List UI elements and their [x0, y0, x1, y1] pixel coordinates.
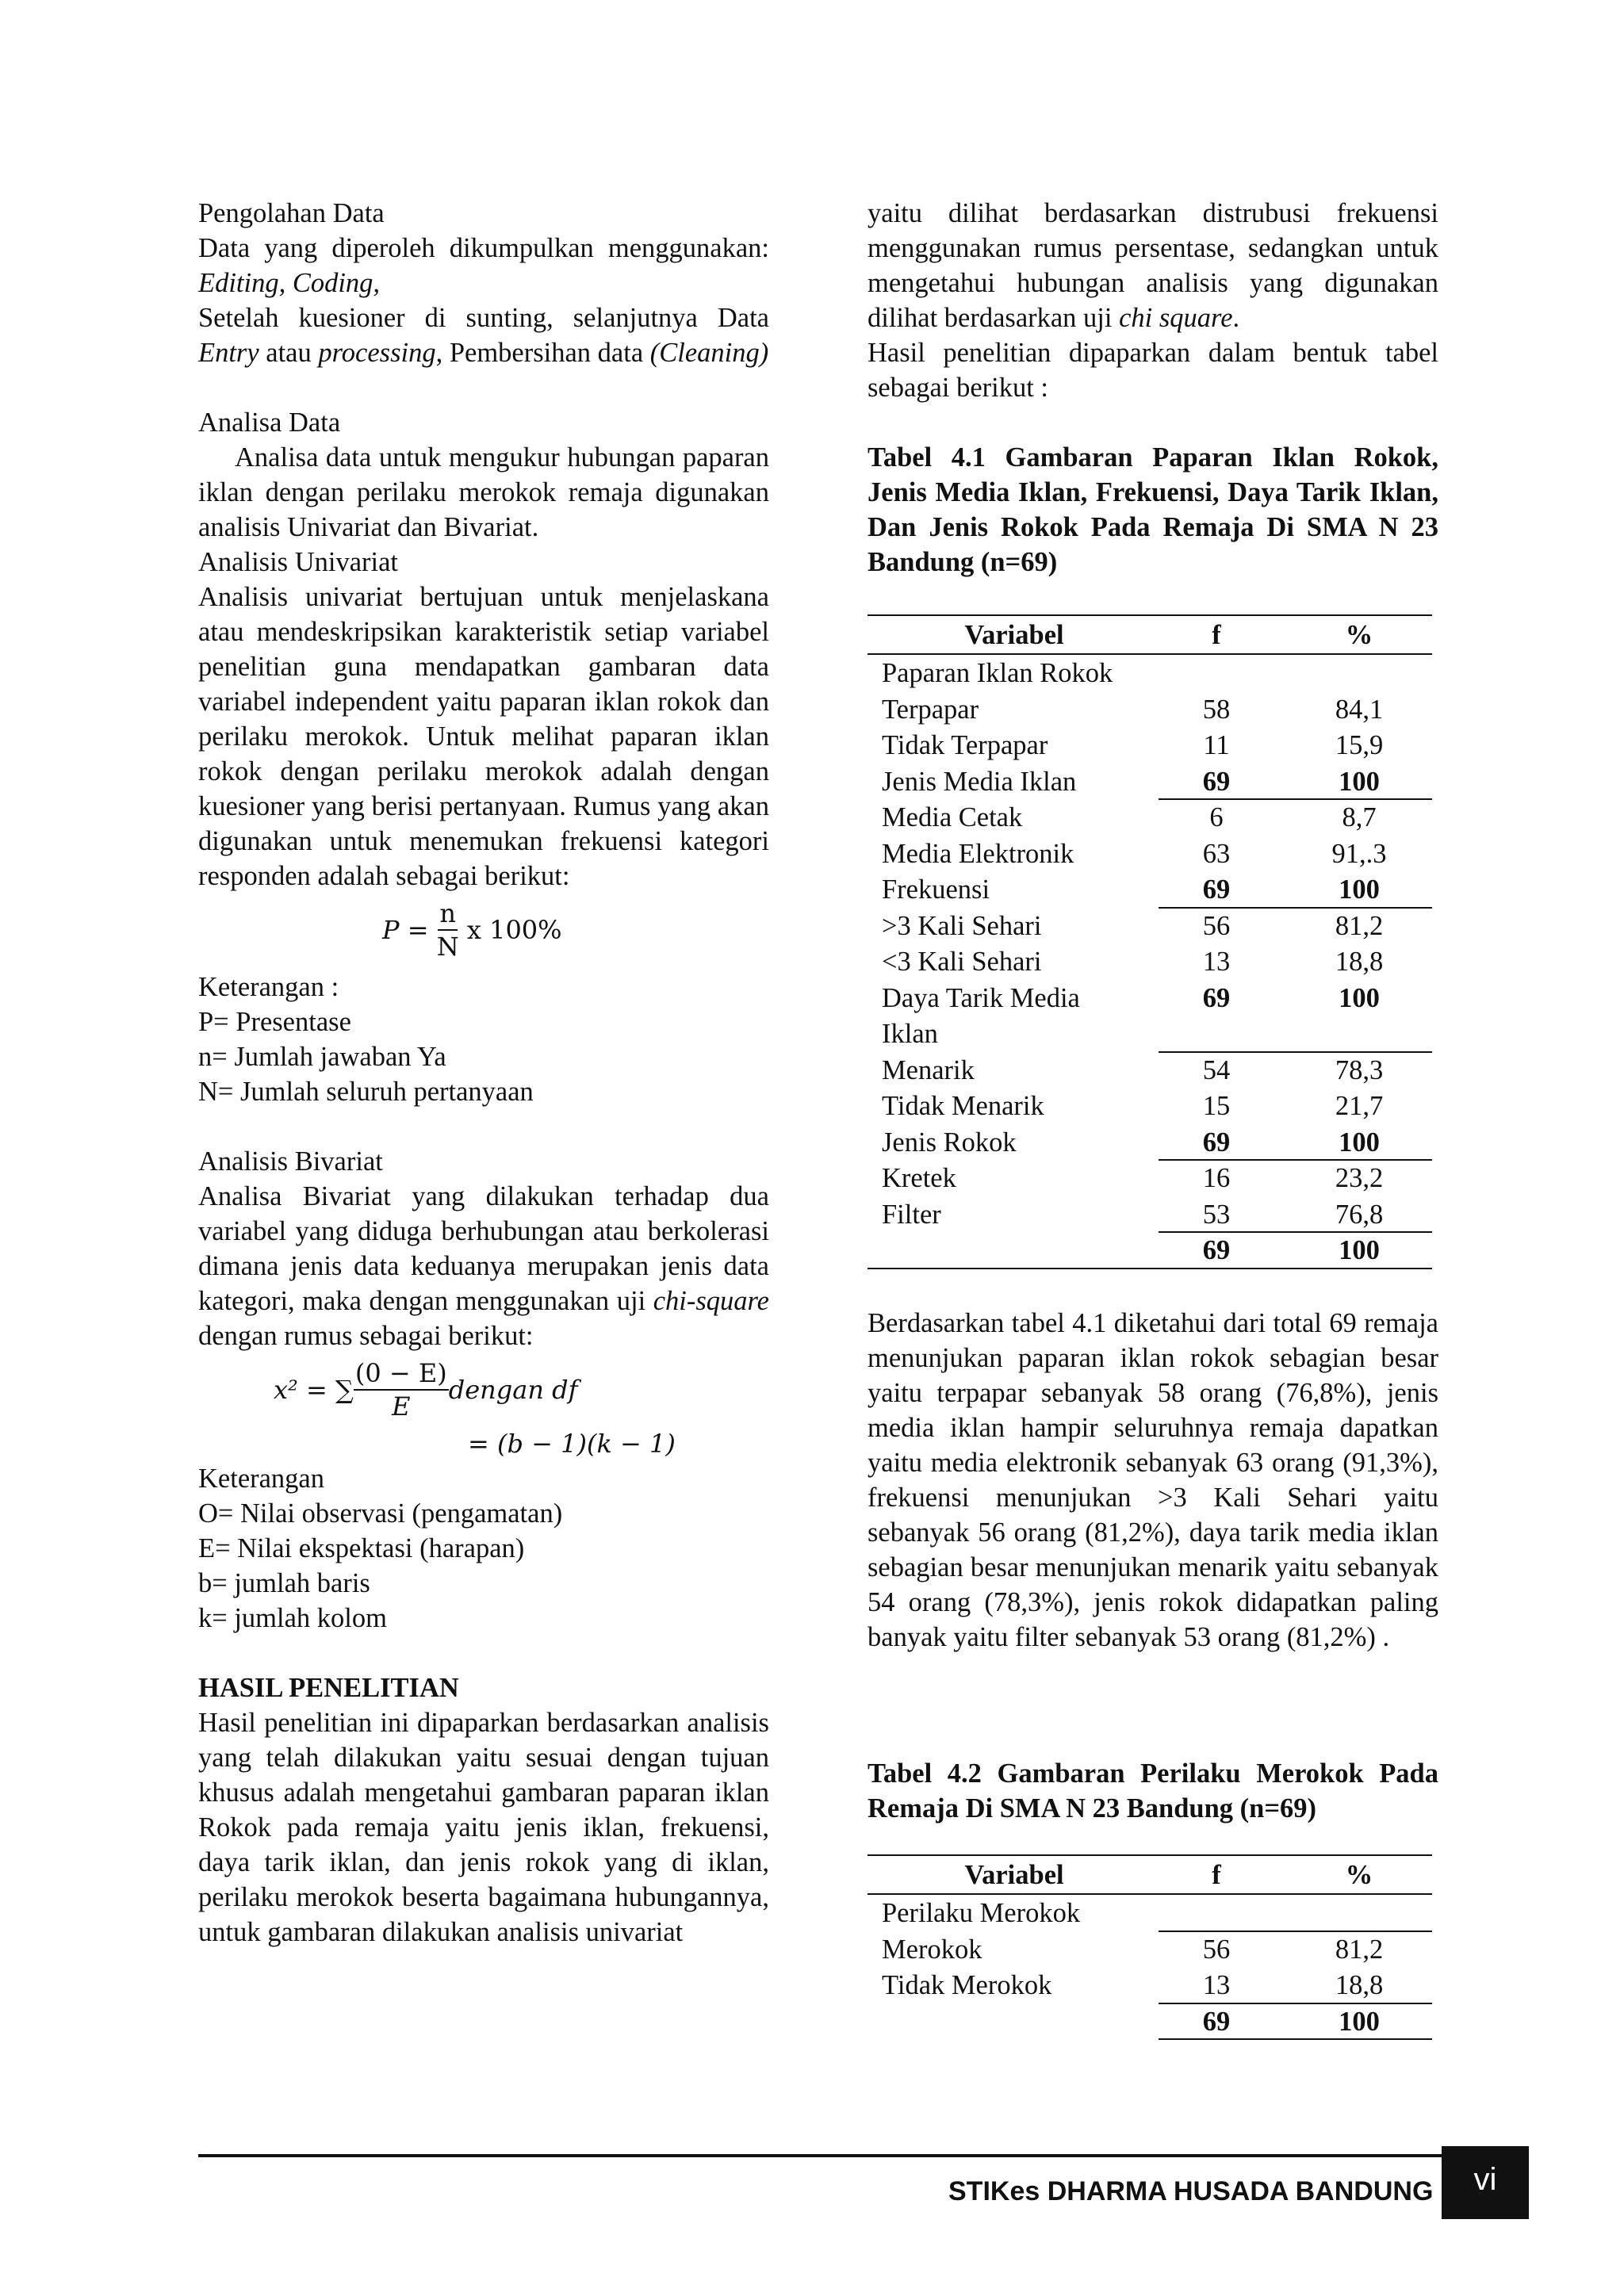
table-row	[868, 944, 1432, 980]
cell-variabel: Paparan Iklan Rokok	[882, 658, 1113, 688]
table-row	[868, 764, 1432, 800]
table2-header-f: f	[1212, 1860, 1221, 1890]
keterangan-2-title: Keterangan	[198, 1464, 324, 1494]
section-title-univariat: Analisis Univariat	[198, 547, 398, 577]
cell-f: 15	[1202, 1091, 1231, 1121]
formula2-rhs: dengan df	[448, 1375, 578, 1405]
formula-percentage	[198, 894, 769, 970]
cell-f: 69	[1202, 982, 1231, 1013]
cell-percent: 100	[1339, 766, 1380, 797]
cell-f: 69	[1202, 2006, 1231, 2037]
table1-header-percent: %	[1345, 620, 1373, 650]
cell-variabel: Terpapar	[882, 694, 979, 725]
cell-f: 69	[1202, 874, 1231, 905]
table-row	[868, 656, 1432, 691]
footer-institution: STIKes DHARMA HUSADA BANDUNG	[948, 2176, 1434, 2206]
hasil-paragraph: Hasil penelitian ini dipaparkan berdasarkan analisis yang telah dilakukan yaitu sesuai dengan tujuan khusus adalah mengetahui gambaran paparan iklan Rokok pada remaja yaitu jenis iklan, frekuensi, daya tarik iklan, dan jenis rokok yang di iklan, perilaku merokok beserta bagaimana hubungannya, untuk gambaran dilakukan analisis univariat	[198, 1708, 769, 1947]
cell-f: 6	[1209, 802, 1224, 832]
page-number: vi	[1442, 2146, 1529, 2219]
table-row	[868, 1197, 1432, 1233]
cell-percent: 78,3	[1335, 1054, 1384, 1085]
footer-rule	[198, 2154, 1442, 2157]
formula1-rhs: x 100%	[466, 915, 562, 945]
cell-percent: 100	[1339, 1235, 1380, 1265]
table-row	[868, 1089, 1432, 1124]
cell-percent: 18,8	[1335, 947, 1384, 977]
cell-percent: 100	[1339, 2006, 1380, 2037]
table-row	[868, 800, 1432, 836]
cell-f: 11	[1203, 730, 1230, 760]
cell-variabel: Tidak Merokok	[882, 1970, 1052, 2000]
cell-f: 13	[1202, 1970, 1231, 2000]
cell-percent: 18,8	[1335, 1970, 1384, 2000]
cell-f: 56	[1202, 910, 1231, 941]
table2-caption: Tabel 4.2 Gambaran Perilaku Merokok Pada Remaja Di SMA N 23 Bandung (n=69)	[868, 1758, 1438, 1823]
table2-header-percent: %	[1345, 1860, 1373, 1890]
cell-variabel: Filter	[882, 1199, 941, 1230]
keterangan-1-n: n= Jumlah jawaban Ya	[198, 1042, 446, 1072]
cell-variabel: Media Cetak	[882, 802, 1023, 832]
formula2-fraction: $\frac{(0 - E)}{E}$	[354, 1358, 447, 1422]
table-row	[868, 909, 1432, 944]
formula-chi-square	[198, 1353, 769, 1461]
table-row	[868, 1125, 1432, 1161]
formula1-lhs: P =	[382, 915, 429, 945]
pengolahan-paragraph-1: Data yang diperoleh dikumpulkan menggunakan: Editing, Coding,	[198, 233, 769, 298]
right-column	[868, 196, 1438, 2037]
cell-variabel: Perilaku Merokok	[882, 1898, 1081, 1928]
table-4-1	[868, 614, 1432, 1265]
formula1-fraction: $\frac{n}{N}$	[436, 898, 459, 962]
table1-header-row	[868, 618, 1432, 653]
analisa-paragraph: Analisa data untuk mengukur hubungan paparan iklan dengan perilaku merokok remaja digunakan analisis Univariat dan Bivariat.	[198, 442, 769, 542]
cell-percent: 8,7	[1342, 802, 1377, 832]
cell-f: 69	[1202, 1235, 1231, 1265]
table-row	[868, 981, 1432, 1016]
keterangan-2-e: E= Nilai ekspektasi (harapan)	[198, 1533, 525, 1563]
cell-f: 16	[1202, 1163, 1231, 1193]
table-row	[868, 1896, 1432, 1931]
keterangan-1-N: N= Jumlah seluruh pertanyaan	[198, 1077, 534, 1107]
keterangan-2-b: b= jumlah baris	[198, 1568, 370, 1598]
cell-variabel: Daya Tarik Media	[882, 982, 1080, 1013]
cell-f: 69	[1202, 1127, 1231, 1158]
cell-percent: 23,2	[1335, 1163, 1384, 1193]
table-row	[868, 1968, 1432, 2003]
section-title-analisa: Analisa Data	[198, 408, 341, 438]
summary-paragraph: Berdasarkan tabel 4.1 diketahui dari total 69 remaja menunjukan paparan iklan rokok sebagian besar yaitu terpapar sebanyak 58 orang (76,8%), jenis media iklan hampir seluruhnya remaja dapatkan yaitu media elektronik sebanyak 63 orang (91,3%), frekuensi menunjukan >3 Kali Sehari yaitu sebanyak 56 orang (81,2%), daya tarik media iklan sebagian besar menunjukan menarik yaitu sebanyak 54 orang (78,3%), jenis rokok didapatkan paling banyak yaitu filter sebanyak 53 orang (81,2%) .	[868, 1308, 1438, 1652]
cell-variabel: Jenis Rokok	[882, 1127, 1017, 1158]
cell-percent: 15,9	[1335, 730, 1384, 760]
table-row	[868, 872, 1432, 908]
cell-variabel: <3 Kali Sehari	[882, 947, 1042, 977]
cell-variabel: Menarik	[882, 1054, 975, 1085]
table-4-2	[868, 1854, 1432, 2045]
table2-header-row	[868, 1858, 1432, 1893]
cell-f: 69	[1202, 766, 1231, 797]
table-row	[868, 1932, 1432, 1968]
keterangan-1-title: Keterangan :	[198, 972, 339, 1002]
cell-percent: 21,7	[1335, 1091, 1384, 1121]
univariat-paragraph: Analisis univariat bertujuan untuk menjelaskana atau mendeskripsikan karakteristik setiap variabel penelitian guna mendapatkan gambaran data variabel independent yaitu paparan iklan rokok dan perilaku merokok. Untuk melihat paparan iklan rokok dengan perilaku merokok adalah dengan kuesioner yang berisi pertanyaan. Rumus yang akan digunakan untuk menemukan frekuensi kategori responden adalah sebagai berikut:	[198, 582, 769, 891]
keterangan-2-k: k= jumlah kolom	[198, 1603, 387, 1633]
pengolahan-paragraph-2: Setelah kuesioner di sunting, selanjutnya Data Entry atau processing, Pembersihan data (Cleaning)	[198, 303, 769, 368]
table-row	[868, 1233, 1432, 1269]
section-title-pengolahan: Pengolahan Data	[198, 198, 385, 228]
table-row	[868, 1016, 1432, 1052]
left-column	[198, 196, 769, 1950]
section-title-hasil: HASIL PENELITIAN	[198, 1673, 459, 1703]
section-title-bivariat: Analisis Bivariat	[198, 1146, 383, 1177]
cell-variabel: Iklan	[882, 1019, 938, 1049]
cell-percent: 100	[1339, 1127, 1380, 1158]
table1-header-f: f	[1212, 620, 1221, 650]
cell-f: 54	[1202, 1054, 1231, 1085]
table-row	[868, 728, 1432, 763]
cell-variabel: Kretek	[882, 1163, 956, 1193]
cell-variabel: Tidak Menarik	[882, 1091, 1044, 1121]
cell-percent: 100	[1339, 874, 1380, 905]
cell-variabel: Merokok	[882, 1934, 982, 1965]
table-row	[868, 2004, 1432, 2040]
table2-header-variabel: Variabel	[964, 1860, 1064, 1890]
cell-percent: 76,8	[1335, 1199, 1384, 1230]
cell-variabel: >3 Kali Sehari	[882, 910, 1042, 941]
keterangan-1-p: P= Presentase	[198, 1007, 351, 1037]
cell-f: 56	[1202, 1934, 1231, 1965]
cell-percent: 81,2	[1335, 1934, 1384, 1965]
table1-caption: Tabel 4.1 Gambaran Paparan Iklan Rokok, Jenis Media Iklan, Frekuensi, Daya Tarik Iklan, Dan Jenis Rokok Pada Remaja Di SMA N 23 Bandung (n=69)	[868, 442, 1438, 577]
bivariat-paragraph: Analisa Bivariat yang dilakukan terhadap dua variabel yang diduga berhubungan atau berkolerasi dimana jenis data keduanya merupakan jenis data kategori, maka dengan menggunakan uji chi-square dengan rumus sebagai berikut:	[198, 1181, 769, 1351]
cell-f: 63	[1202, 838, 1231, 869]
table-row	[868, 836, 1432, 872]
results-intro-paragraph: Hasil penelitian dipaparkan dalam bentuk tabel sebagai berikut :	[868, 338, 1438, 403]
cell-f: 13	[1202, 947, 1231, 977]
table-row	[868, 692, 1432, 728]
cell-variabel: Tidak Terpapar	[882, 730, 1048, 760]
cell-variabel: Media Elektronik	[882, 838, 1074, 869]
cell-percent: 91,.3	[1331, 838, 1387, 869]
cell-percent: 100	[1339, 982, 1380, 1013]
table-row	[868, 1161, 1432, 1196]
formula2-lhs: x² = ∑	[274, 1375, 354, 1405]
cell-f: 53	[1202, 1199, 1231, 1230]
keterangan-2-o: O= Nilai observasi (pengamatan)	[198, 1498, 563, 1529]
cell-variabel: Frekuensi	[882, 874, 990, 905]
formula2-line2: = (b − 1)(k − 1)	[468, 1429, 676, 1459]
table1-header-variabel: Variabel	[964, 620, 1064, 650]
cell-variabel: Jenis Media Iklan	[882, 766, 1077, 797]
cell-f: 58	[1202, 694, 1231, 725]
table-row	[868, 1053, 1432, 1089]
continuation-paragraph: yaitu dilihat berdasarkan distrubusi frekuensi menggunakan rumus persentase, sedangkan untuk mengetahui hubungan analisis yang digunakan dilihat berdasarkan uji chi square.	[868, 198, 1438, 333]
cell-percent: 81,2	[1335, 910, 1384, 941]
cell-percent: 84,1	[1335, 694, 1384, 725]
